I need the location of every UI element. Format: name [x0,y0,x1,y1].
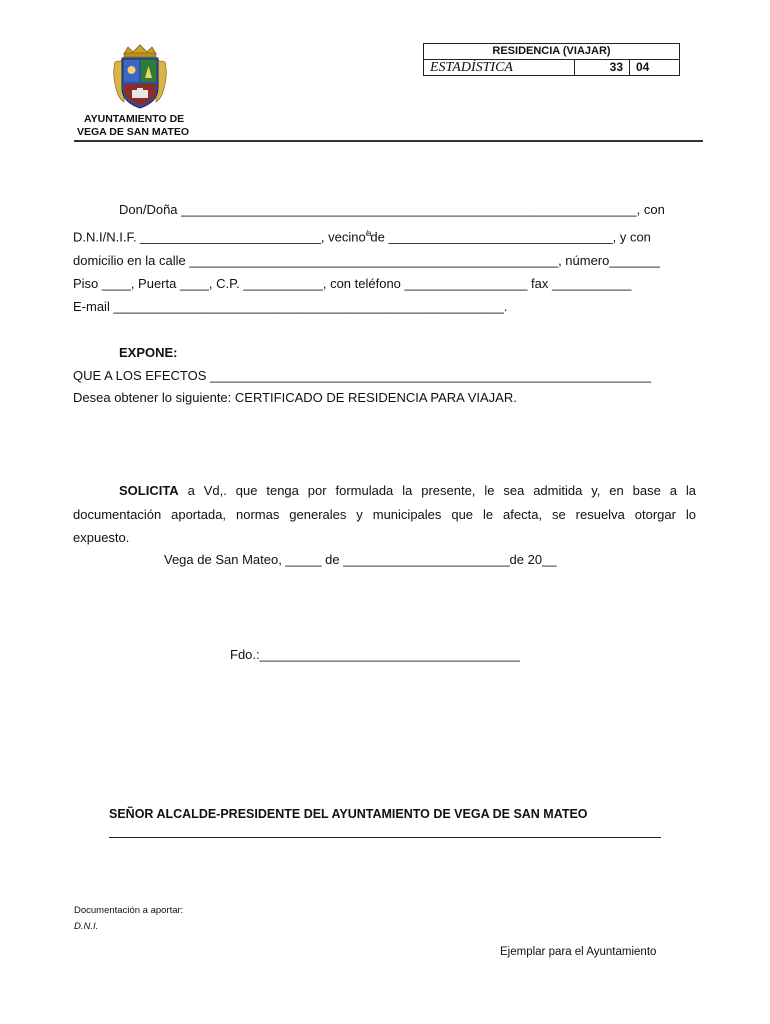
form-code-box [423,43,680,76]
date-line: Vega de San Mateo, _____ de _______________________de 20__ [164,552,557,567]
municipality-line1: AYUNTAMIENTO DE [84,113,185,125]
applicant-id-text-a: D.N.I/N.I.F. _________________________, vecino [73,229,366,245]
applicant-contact-line: Piso ____, Puerta ____, C.P. ___________, con teléfono _________________ fax ___________ [73,276,632,291]
addressee-underline [109,837,661,838]
gender-suffix: /a [365,229,371,238]
applicant-address-line: domicilio en la calle ___________________________________________________, número_______ [73,253,660,268]
municipality-line2: VEGA DE SAN MATEO [77,126,190,138]
form-code-title: RESIDENCIA (VIAJAR) [424,44,679,60]
form-code-number-1: 33 [574,59,629,76]
signature-line: Fdo.:____________________________________ [230,647,520,662]
applicant-name-line: Don/Doña _______________________________________________________________, con [119,202,665,217]
solicita-line1-text: a Vd,. que tenga por formulada la presente, le sea admitida y, en base a la [178,483,696,498]
expone-effects-line: QUE A LOS EFECTOS _____________________________________________________________ [73,368,652,383]
solicita-line3: expuesto. [73,530,130,545]
documentation-label: Documentación a aportar: [74,905,184,916]
header-divider [74,140,703,142]
expone-request-line: Desea obtener lo siguiente: CERTIFICADO DE RESIDENCIA PARA VIAJAR. [73,390,517,405]
applicant-id-text-b: de _______________________________, y con [370,229,651,245]
expone-heading: EXPONE: [119,345,178,360]
addressee-title: SEÑOR ALCALDE-PRESIDENTE DEL AYUNTAMIENTO DE VEGA DE SAN MATEO [109,807,588,821]
municipality-name [77,113,189,139]
applicant-id-line [73,229,696,244]
form-code-label: ESTADÍSTICA [430,60,513,75]
solicita-line2: documentación aportada, normas generales y municipales que le afecta, se resuelva otorgar lo [73,507,696,522]
solicita-heading: SOLICITA [119,483,179,498]
documentation-item: D.N.I. [74,921,99,932]
solicita-line1 [119,483,696,498]
applicant-email-line: E-mail ______________________________________________________. [73,299,508,314]
copy-note: Ejemplar para el Ayuntamiento [500,946,657,958]
coat-of-arms-logo [112,44,168,110]
form-code-number-2: 04 [629,59,681,76]
